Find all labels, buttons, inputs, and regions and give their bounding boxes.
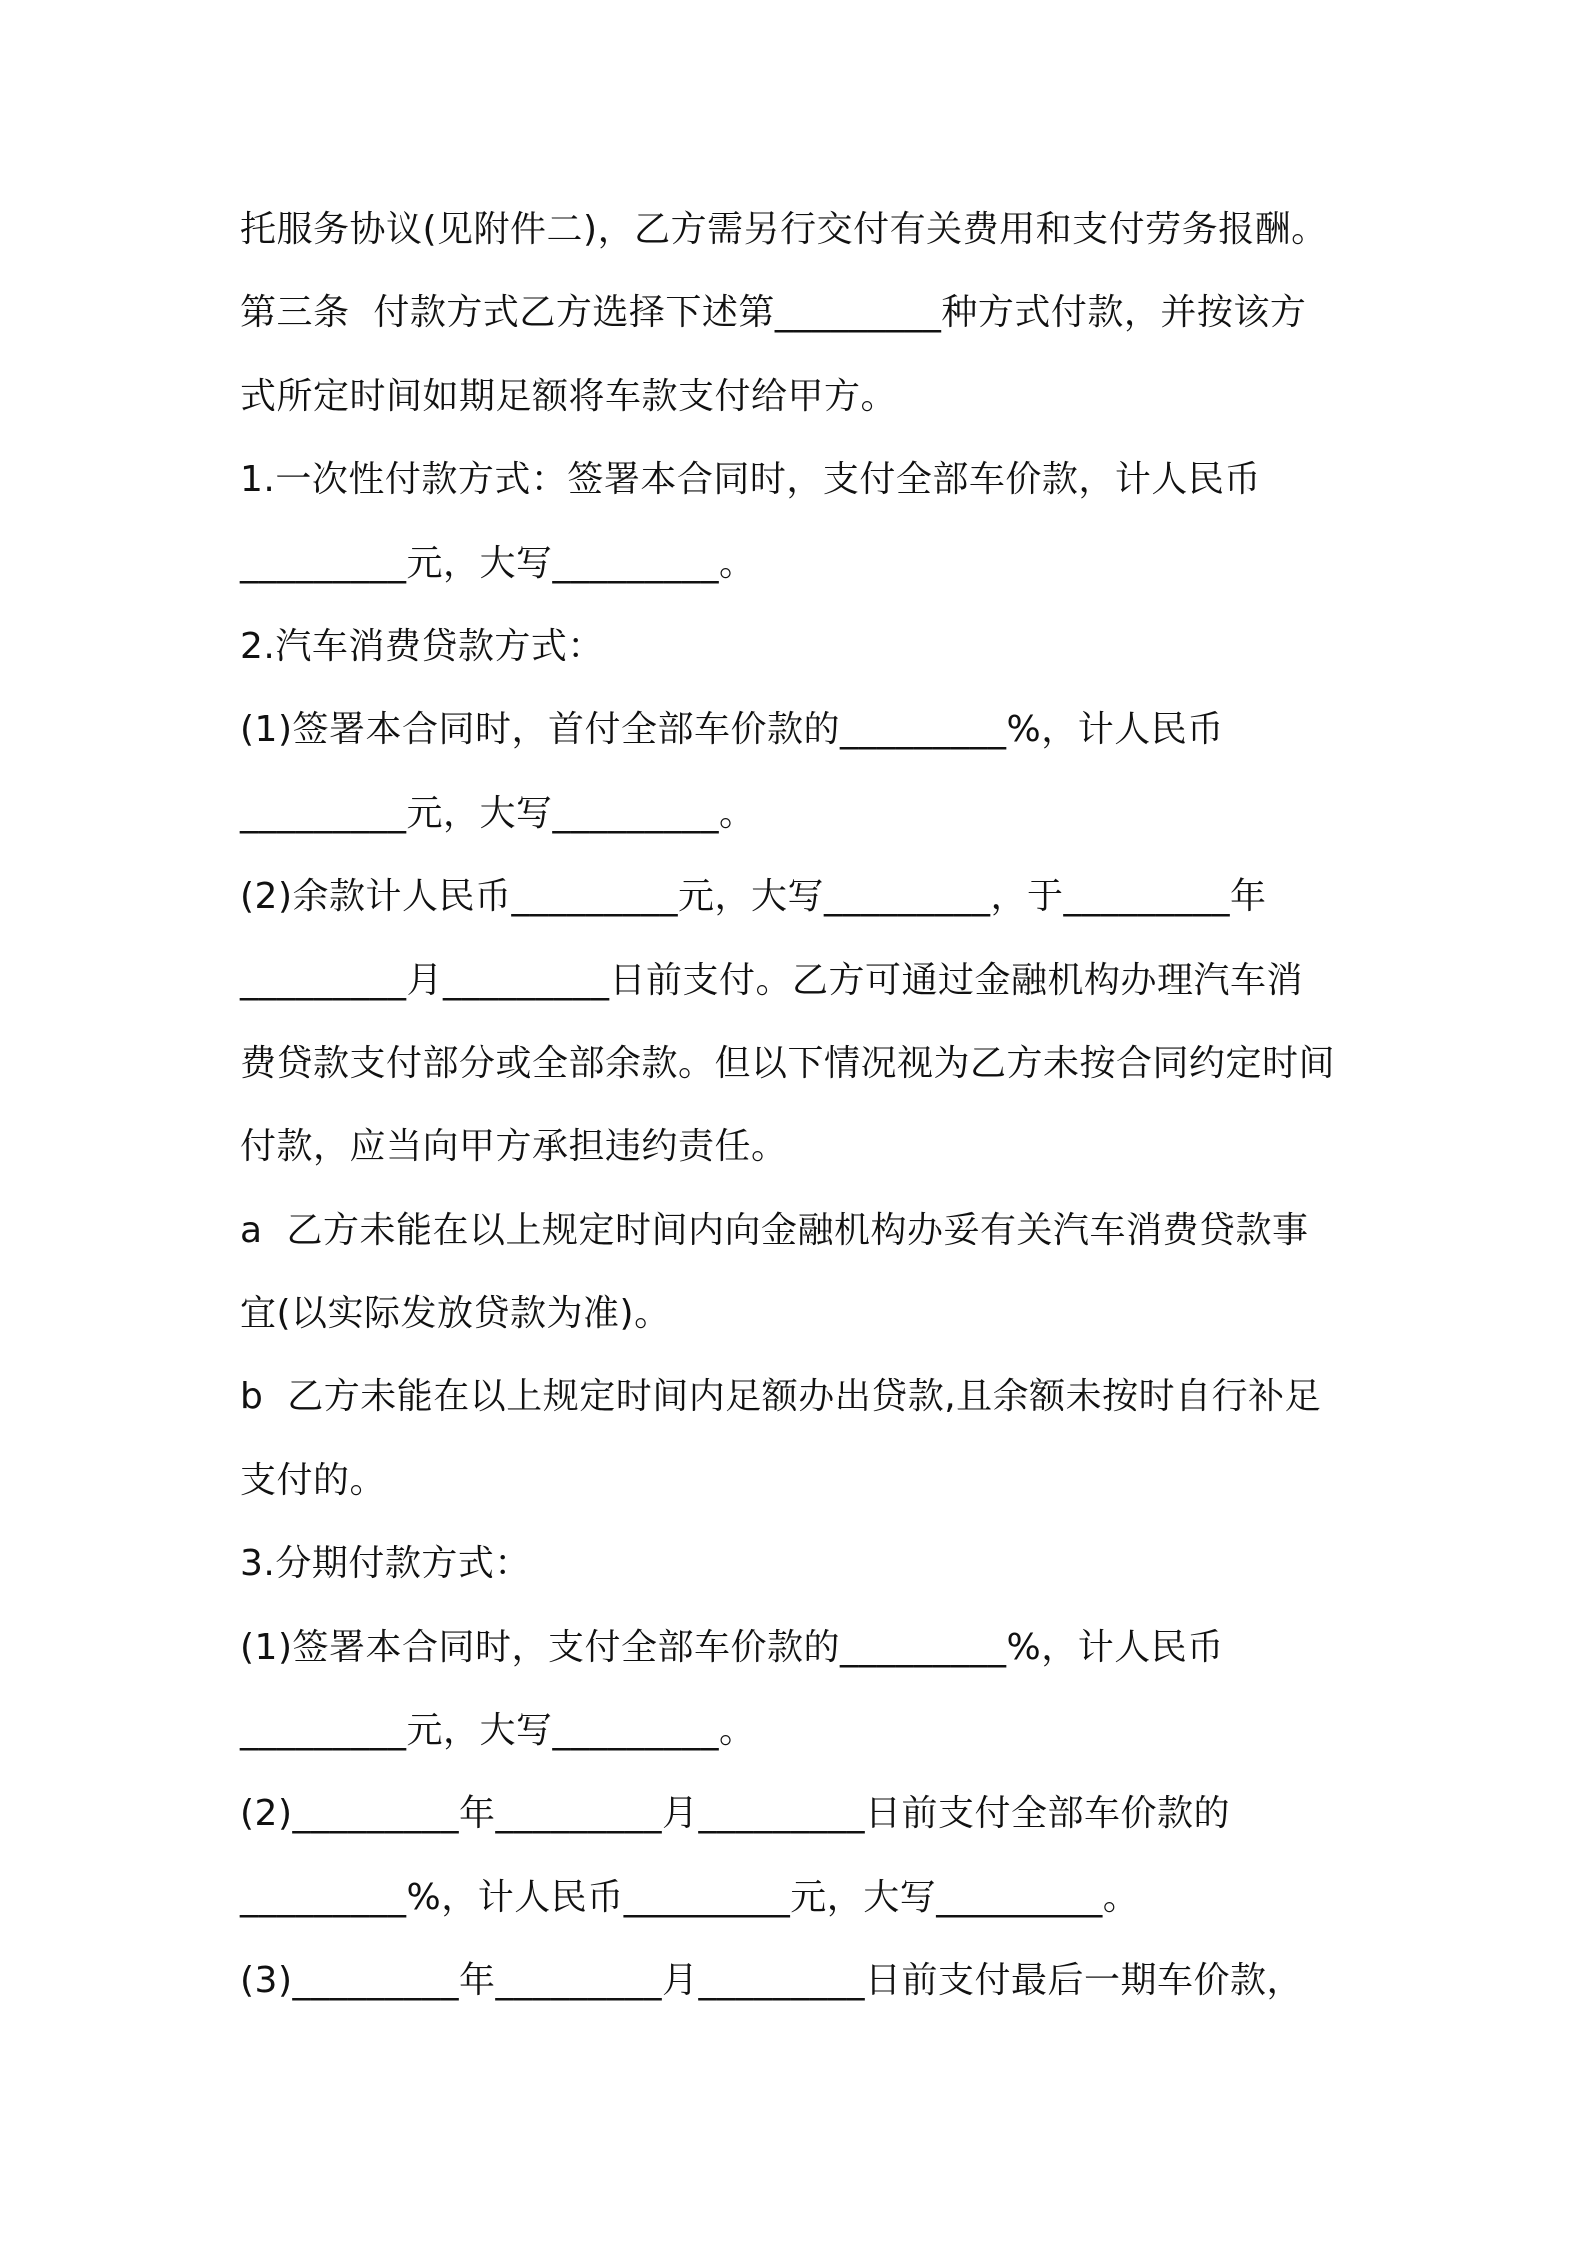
text-line: 宜(以实际发放贷款为准)。 bbox=[240, 1293, 671, 1335]
text-line: (1)签署本合同时，支付全部车价款的_________%，计人民币 bbox=[240, 1626, 1224, 1668]
text-line: _________月_________日前支付。乙方可通过金融机构办理汽车消 bbox=[240, 959, 1304, 1001]
text-line: 1.一次性付款方式：签署本合同时，支付全部车价款，计人民币 bbox=[240, 459, 1261, 501]
document-body bbox=[240, 198, 1350, 2033]
text-line: (2)_________年_________月_________日前支付全部车价款的 bbox=[240, 1793, 1230, 1835]
text-line: 托服务协议(见附件二)，乙方需另行交付有关费用和支付劳务报酬。 bbox=[240, 209, 1328, 250]
text-line: a 乙方未能在以上规定时间内向金融机构办妥有关汽车消费贷款事 bbox=[240, 1209, 1309, 1251]
text-line: 3.分期付款方式： bbox=[240, 1543, 531, 1585]
text-line: _________元，大写_________。 bbox=[240, 1710, 756, 1752]
text-line: 支付的。 bbox=[240, 1459, 387, 1501]
text-line: 费贷款支付部分或全部余款。但以下情况视为乙方未按合同约定时间 bbox=[240, 1042, 1336, 1084]
text-line: 式所定时间如期足额将车款支付给甲方。 bbox=[240, 375, 898, 417]
text-line: b 乙方未能在以上规定时间内足额办出贷款,且余额未按时自行补足 bbox=[240, 1376, 1322, 1418]
text-line: (3)_________年_________月_________日前支付最后一期车价款， bbox=[240, 1960, 1303, 2002]
text-line: (2)余款计人民币_________元，大写_________，于_________年 bbox=[240, 876, 1267, 918]
text-line: 第三条 付款方式乙方选择下述第_________种方式付款，并按该方 bbox=[240, 292, 1307, 334]
text-line: _________元，大写_________。 bbox=[240, 792, 756, 834]
text-line: _________%，计人民币_________元，大写_________。 bbox=[240, 1876, 1140, 1918]
text-line: 付款，应当向甲方承担违约责任。 bbox=[240, 1126, 788, 1168]
text-line: _________元，大写_________。 bbox=[240, 542, 756, 584]
text-line: (1)签署本合同时，首付全部车价款的_________%，计人民币 bbox=[240, 709, 1224, 751]
text-line: 2.汽车消费贷款方式： bbox=[240, 625, 604, 667]
